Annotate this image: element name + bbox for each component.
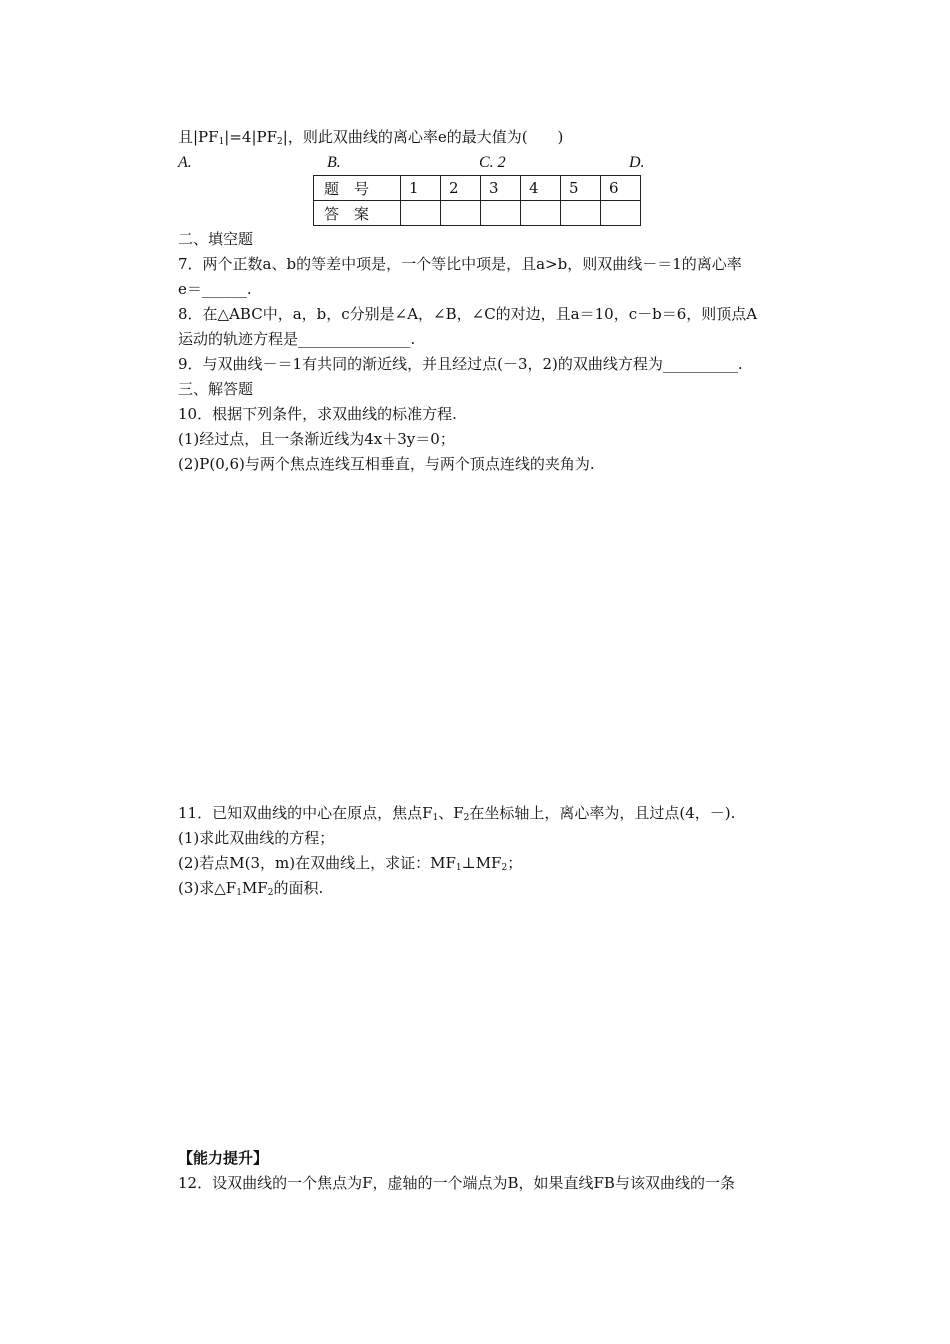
q11-l3-sub1: 1 (455, 863, 462, 873)
q11-l3-text-b: ⊥MF (461, 854, 502, 872)
q11-line1 (178, 803, 735, 828)
answer-table-number-6: 6 (601, 176, 641, 201)
q6-option-b: B. (327, 154, 341, 171)
answer-table-number-5: 5 (561, 176, 601, 201)
section-solve-title: 三、解答题 (178, 380, 254, 398)
answer-cell-1 (401, 201, 441, 226)
q11-l3-sub2: 2 (501, 863, 508, 873)
answer-cell-3 (481, 201, 521, 226)
q6-option-d: D. (629, 154, 645, 171)
q11-l4-sub1: 1 (236, 888, 242, 898)
q6-stem (178, 127, 563, 152)
q6-option-c: C. 2 (479, 154, 506, 171)
q11-l3-text-a: (2)若点M(3，m)在双曲线上，求证：MF (178, 854, 456, 872)
q11-l4-text-a: (3)求△F (178, 879, 237, 897)
answer-table-number-2: 2 (441, 176, 481, 201)
q11-l1-text-c: 在坐标轴上，离心率为，且过点(4，－). (469, 804, 736, 822)
q6-sub2: 2 (277, 137, 283, 147)
answer-table-answer-row (314, 201, 641, 226)
q11-l4-text-c: 的面积. (273, 879, 324, 897)
answer-table-number-3: 3 (481, 176, 521, 201)
answer-cell-2 (441, 201, 481, 226)
answer-table-header-row (314, 176, 641, 201)
q6-text-c: |，则此双曲线的离心率e的最大值为( ) (282, 128, 564, 146)
q11-line3 (178, 853, 522, 878)
q12-line1: 12．设双曲线的一个焦点为F，虚轴的一个端点为B，如果直线FB与该双曲线的一条 (178, 1174, 735, 1192)
q6-sub1: 1 (218, 137, 225, 147)
q6-option-a: A. (178, 154, 192, 171)
q7-line2: e＝______. (178, 280, 252, 298)
q10-line2: (1)经过点，且一条渐近线为4x＋3y＝0； (178, 430, 455, 448)
answer-cell-6 (601, 201, 641, 226)
q9-line1: 9．与双曲线－＝1有共同的渐近线，并且经过点(－3，2)的双曲线方程为__________. (178, 355, 743, 373)
answer-table-number-4: 4 (521, 176, 561, 201)
q8-line1: 8．在△ABC中，a，b，c分别是∠A，∠B，∠C的对边，且a＝10，c－b＝6，则顶点A (178, 305, 758, 323)
q11-l3-text-c: ； (507, 854, 523, 872)
answer-table (313, 175, 641, 226)
q11-l1-text-b: 、F (438, 804, 464, 822)
answer-table-number-1: 1 (401, 176, 441, 201)
answer-cell-5 (561, 201, 601, 226)
q11-l1-sub2: 2 (463, 813, 470, 823)
answer-table-label-answer: 答 案 (314, 201, 401, 226)
answer-cell-4 (521, 201, 561, 226)
section-ability-title: 【能力提升】 (178, 1149, 269, 1167)
q6-text-b: |=4|PF (224, 128, 278, 146)
q11-line4 (178, 878, 323, 903)
q6-text-a: 且|PF (178, 128, 219, 146)
q7-line1: 7．两个正数a、b的等差中项是，一个等比中项是，且a>b，则双曲线－＝1的离心率 (178, 255, 742, 273)
q11-line2: (1)求此双曲线的方程； (178, 829, 335, 847)
q11-l4-sub2: 2 (267, 888, 274, 898)
section-fill-in-title: 二、填空题 (178, 230, 254, 248)
q11-l1-sub1: 1 (432, 813, 439, 823)
q11-l1-text-a: 11．已知双曲线的中心在原点，焦点F (178, 804, 433, 822)
q10-line3: (2)P(0,6)与两个焦点连线互相垂直，与两个顶点连线的夹角为. (178, 455, 595, 473)
q11-l4-text-b: MF (241, 879, 268, 897)
q10-line1: 10．根据下列条件，求双曲线的标准方程. (178, 405, 457, 423)
q8-line2: 运动的轨迹方程是_______________. (178, 330, 416, 348)
answer-table-label-number: 题 号 (314, 176, 401, 201)
